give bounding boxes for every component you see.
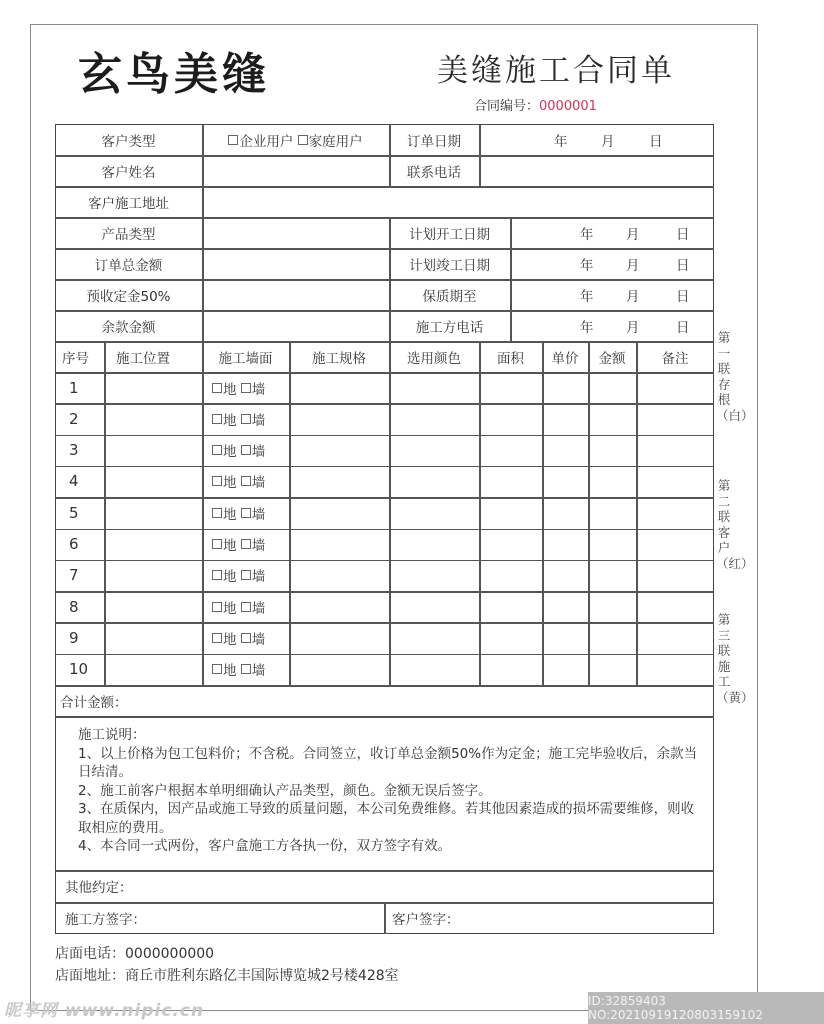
color-field[interactable] xyxy=(389,372,479,403)
watermark-id: ID:32859403 NO:20210919120803159102 xyxy=(588,992,824,1024)
option-floor: 地 xyxy=(223,475,237,492)
contractor-phone-field[interactable] xyxy=(510,310,714,341)
store-address-label: 店面地址： xyxy=(55,968,125,984)
row-number: 3 xyxy=(69,441,79,460)
area-field[interactable] xyxy=(479,560,542,591)
location-field[interactable] xyxy=(104,622,202,653)
option-floor: 地 xyxy=(223,538,237,554)
day-label: 日 xyxy=(676,226,690,243)
remarks-field[interactable] xyxy=(636,403,714,434)
checkbox-wall[interactable] xyxy=(241,383,251,393)
surface-options[interactable] xyxy=(202,622,289,653)
location-field[interactable] xyxy=(104,497,202,528)
address-field[interactable] xyxy=(202,186,714,217)
label-contractor-phone: 施工方电话 xyxy=(415,319,484,336)
day-label: 日 xyxy=(649,133,663,150)
area-field[interactable] xyxy=(479,622,542,653)
label-customer-type: 客户类型 xyxy=(101,133,156,150)
row-number: 4 xyxy=(69,472,79,491)
column-header-area: 面积 xyxy=(497,350,524,367)
end-date-field[interactable] xyxy=(510,248,714,279)
row-number: 10 xyxy=(69,660,89,679)
store-address xyxy=(55,965,399,985)
option-wall: 墙 xyxy=(251,631,266,648)
color-field[interactable] xyxy=(389,591,479,622)
area-field[interactable] xyxy=(479,435,542,466)
total-amount-field[interactable] xyxy=(202,248,389,279)
watermark-site: 昵享网 www.nipic.cn xyxy=(4,1001,205,1021)
year-label: 年 xyxy=(580,319,594,336)
option-floor: 地 xyxy=(223,444,237,461)
checkbox-household[interactable] xyxy=(298,135,308,145)
area-field[interactable] xyxy=(479,591,542,622)
surface-options[interactable] xyxy=(202,529,289,560)
remarks-field[interactable] xyxy=(636,591,714,622)
color-field[interactable] xyxy=(389,560,479,591)
amount-field[interactable] xyxy=(588,560,636,591)
month-label: 月 xyxy=(626,319,640,336)
unit-price-field[interactable] xyxy=(542,654,588,685)
phone-field[interactable] xyxy=(479,155,714,186)
amount-field[interactable] xyxy=(588,466,636,497)
color-field[interactable] xyxy=(389,622,479,653)
checkbox-wall[interactable] xyxy=(241,570,251,580)
surface-options[interactable] xyxy=(202,372,289,403)
label-start-date: 计划开工日期 xyxy=(409,226,490,243)
location-field[interactable] xyxy=(104,435,202,466)
area-field[interactable] xyxy=(479,466,542,497)
option-enterprise: 企业用户 xyxy=(239,133,294,150)
month-label: 月 xyxy=(626,288,640,305)
option-floor: 地 xyxy=(223,506,237,523)
option-floor: 地 xyxy=(223,663,237,680)
label-product-type: 产品类型 xyxy=(101,226,156,243)
amount-field[interactable] xyxy=(588,403,636,434)
checkbox-wall[interactable] xyxy=(241,664,251,674)
option-wall: 墙 xyxy=(251,506,266,523)
copy-label-1: 第一联存根（白） xyxy=(716,330,754,423)
amount-field[interactable] xyxy=(588,372,636,403)
option-wall: 墙 xyxy=(251,600,266,617)
location-field[interactable] xyxy=(104,403,202,434)
location-field[interactable] xyxy=(104,654,202,685)
label-order-date: 订单日期 xyxy=(407,133,461,150)
checkbox-wall[interactable] xyxy=(241,414,251,424)
surface-options[interactable] xyxy=(202,403,289,434)
checkbox-floor[interactable] xyxy=(212,633,222,643)
option-floor: 地 xyxy=(223,569,237,586)
spec-field[interactable] xyxy=(289,529,389,560)
option-wall: 墙 xyxy=(251,538,266,554)
balance-field[interactable] xyxy=(202,310,389,341)
label-warranty: 保质期至 xyxy=(422,288,477,305)
checkbox-floor[interactable] xyxy=(212,570,222,580)
contractor-signature[interactable]: 施工方签字： xyxy=(65,912,146,928)
option-household: 家庭用户 xyxy=(308,133,363,150)
location-field[interactable] xyxy=(104,560,202,591)
customer-name-field[interactable] xyxy=(202,155,389,186)
checkbox-wall[interactable] xyxy=(241,602,251,612)
label-total-amount: 订单总金额 xyxy=(94,257,163,274)
remarks-field[interactable] xyxy=(636,654,714,685)
option-floor: 地 xyxy=(223,412,237,429)
row-number: 2 xyxy=(69,409,79,428)
amount-field[interactable] xyxy=(588,622,636,653)
amount-field[interactable] xyxy=(588,497,636,528)
year-label: 年 xyxy=(580,257,594,274)
unit-price-field[interactable] xyxy=(542,466,588,497)
surface-options[interactable] xyxy=(202,654,289,685)
warranty-field[interactable] xyxy=(510,279,714,310)
note-line-3: 3、在质保内，因产品或施工导致的质量问题，本公司免费维修。若其他因素造成的损坏需要维修，则收取相应的费用。 xyxy=(78,801,695,836)
spec-field[interactable] xyxy=(289,591,389,622)
customer-signature[interactable]: 客户签字： xyxy=(392,912,460,928)
copy-label-2: 第二联客户（红） xyxy=(716,478,754,571)
column-header-location: 施工位置 xyxy=(116,350,170,367)
amount-field[interactable] xyxy=(588,654,636,685)
store-phone-value: 0000000000 xyxy=(125,946,215,962)
note-line-1: 1、以上价格为包工包料价；不含税。合同签立，收订单总金额50%作为定金；施工完毕验收后，余款当日结清。 xyxy=(78,745,698,780)
remarks-field[interactable] xyxy=(636,622,714,653)
area-field[interactable] xyxy=(479,654,542,685)
checkbox-floor[interactable] xyxy=(212,602,222,612)
checkbox-floor[interactable] xyxy=(212,508,222,518)
remarks-field[interactable] xyxy=(636,529,714,560)
spec-field[interactable] xyxy=(289,560,389,591)
contract-number xyxy=(474,95,597,114)
order-date-field[interactable] xyxy=(479,124,714,155)
month-label: 月 xyxy=(601,133,615,150)
contract-number-value: 0000001 xyxy=(539,99,597,114)
remarks-field[interactable] xyxy=(636,372,714,403)
unit-price-field[interactable] xyxy=(542,435,588,466)
copy-label-3: 第三联施工（黄） xyxy=(716,612,754,705)
checkbox-wall[interactable] xyxy=(241,445,251,455)
row-number: 6 xyxy=(69,535,79,553)
year-label: 年 xyxy=(554,133,568,150)
row-number: 7 xyxy=(69,566,79,585)
surface-options[interactable] xyxy=(202,435,289,466)
option-wall: 墙 xyxy=(251,475,266,492)
unit-price-field[interactable] xyxy=(542,372,588,403)
area-field[interactable] xyxy=(479,403,542,434)
area-field[interactable] xyxy=(479,372,542,403)
surface-options[interactable] xyxy=(202,560,289,591)
column-header-surface: 施工墙面 xyxy=(218,350,273,367)
location-field[interactable] xyxy=(104,529,202,560)
surface-options[interactable] xyxy=(202,497,289,528)
unit-price-field[interactable] xyxy=(542,560,588,591)
option-wall: 墙 xyxy=(251,381,266,398)
amount-field[interactable] xyxy=(588,529,636,560)
column-header-remarks: 备注 xyxy=(661,350,689,367)
color-field[interactable] xyxy=(389,403,479,434)
label-customer-name: 客户姓名 xyxy=(101,164,156,181)
label-end-date: 计划竣工日期 xyxy=(409,257,490,274)
checkbox-floor[interactable] xyxy=(212,664,222,674)
other-terms-row[interactable]: 其他约定： xyxy=(65,880,133,896)
unit-price-field[interactable] xyxy=(542,529,588,560)
checkbox-floor[interactable] xyxy=(212,539,222,549)
checkbox-wall[interactable] xyxy=(241,633,251,643)
option-wall: 墙 xyxy=(251,444,266,461)
construction-notes xyxy=(78,726,698,856)
area-field[interactable] xyxy=(479,529,542,560)
day-label: 日 xyxy=(676,288,690,305)
label-address: 客户施工地址 xyxy=(88,195,169,212)
location-field[interactable] xyxy=(104,372,202,403)
amount-field[interactable] xyxy=(588,591,636,622)
start-date-field[interactable] xyxy=(510,217,714,248)
spec-field[interactable] xyxy=(289,466,389,497)
month-label: 月 xyxy=(626,226,640,243)
month-label: 月 xyxy=(626,257,640,274)
color-field[interactable] xyxy=(389,529,479,560)
option-wall: 墙 xyxy=(251,663,266,680)
notes-title: 施工说明： xyxy=(78,727,146,743)
color-field[interactable] xyxy=(389,497,479,528)
customer-type-options[interactable] xyxy=(202,124,389,155)
note-line-2: 2、施工前客户根据本单明细确认产品类型，颜色。金额无误后签字。 xyxy=(78,782,492,799)
label-deposit: 预收定金50% xyxy=(86,288,171,305)
color-field[interactable] xyxy=(389,435,479,466)
checkbox-wall[interactable] xyxy=(241,539,251,549)
unit-price-field[interactable] xyxy=(542,591,588,622)
spec-field[interactable] xyxy=(289,435,389,466)
column-header-amount: 金额 xyxy=(598,350,626,367)
store-address-value: 商丘市胜利东路亿丰国际博览城2号楼428室 xyxy=(125,968,399,984)
location-field[interactable] xyxy=(104,591,202,622)
unit-price-field[interactable] xyxy=(542,622,588,653)
surface-options[interactable] xyxy=(202,466,289,497)
row-number: 8 xyxy=(69,597,79,616)
checkbox-wall[interactable] xyxy=(241,476,251,486)
store-phone xyxy=(55,943,214,963)
label-balance: 余款金额 xyxy=(101,319,156,336)
amount-field[interactable] xyxy=(588,435,636,466)
checkbox-floor[interactable] xyxy=(212,383,222,393)
checkbox-floor[interactable] xyxy=(212,445,222,455)
checkbox-floor[interactable] xyxy=(212,414,222,424)
spec-field[interactable] xyxy=(289,622,389,653)
spec-field[interactable] xyxy=(289,372,389,403)
checkbox-wall[interactable] xyxy=(241,508,251,518)
option-floor: 地 xyxy=(223,631,237,648)
unit-price-field[interactable] xyxy=(542,497,588,528)
total-amount-row[interactable]: 合计金额： xyxy=(60,694,128,711)
location-field[interactable] xyxy=(104,466,202,497)
row-number: 1 xyxy=(69,378,79,397)
color-field[interactable] xyxy=(389,466,479,497)
column-header-spec: 施工规格 xyxy=(312,350,366,367)
row-number: 9 xyxy=(69,628,79,647)
year-label: 年 xyxy=(580,288,594,305)
spec-field[interactable] xyxy=(289,497,389,528)
day-label: 日 xyxy=(676,319,690,336)
checkbox-floor[interactable] xyxy=(212,476,222,486)
option-wall: 墙 xyxy=(251,412,266,429)
color-field[interactable] xyxy=(389,654,479,685)
spec-field[interactable] xyxy=(289,654,389,685)
remarks-field[interactable] xyxy=(636,466,714,497)
column-header-unit-price: 单价 xyxy=(551,350,579,367)
note-line-4: 4、本合同一式两份，客户盒施工方各执一份，双方签字有效。 xyxy=(78,838,452,854)
contract-number-label: 合同编号： xyxy=(474,99,540,114)
page-title: 美缝施工合同单 xyxy=(437,53,675,89)
unit-price-field[interactable] xyxy=(542,403,588,434)
label-phone: 联系电话 xyxy=(407,164,461,181)
remarks-field[interactable] xyxy=(636,435,714,466)
day-label: 日 xyxy=(676,257,690,274)
product-type-field[interactable] xyxy=(202,217,389,248)
grid-line xyxy=(55,716,714,718)
remarks-field[interactable] xyxy=(636,497,714,528)
option-floor: 地 xyxy=(223,381,237,398)
option-wall: 墙 xyxy=(251,569,266,586)
store-phone-label: 店面电话： xyxy=(55,946,125,962)
remarks-field[interactable] xyxy=(636,560,714,591)
year-label: 年 xyxy=(580,226,594,243)
column-header-color: 选用颜色 xyxy=(407,350,461,367)
spec-field[interactable] xyxy=(289,403,389,434)
column-header-seq: 序号 xyxy=(62,350,89,367)
option-floor: 地 xyxy=(223,600,237,617)
row-number: 5 xyxy=(69,503,79,522)
surface-options[interactable] xyxy=(202,591,289,622)
deposit-field[interactable] xyxy=(202,279,389,310)
checkbox-enterprise[interactable] xyxy=(228,135,238,145)
area-field[interactable] xyxy=(479,497,542,528)
brand-logo: 玄鸟美缝 xyxy=(78,49,270,100)
